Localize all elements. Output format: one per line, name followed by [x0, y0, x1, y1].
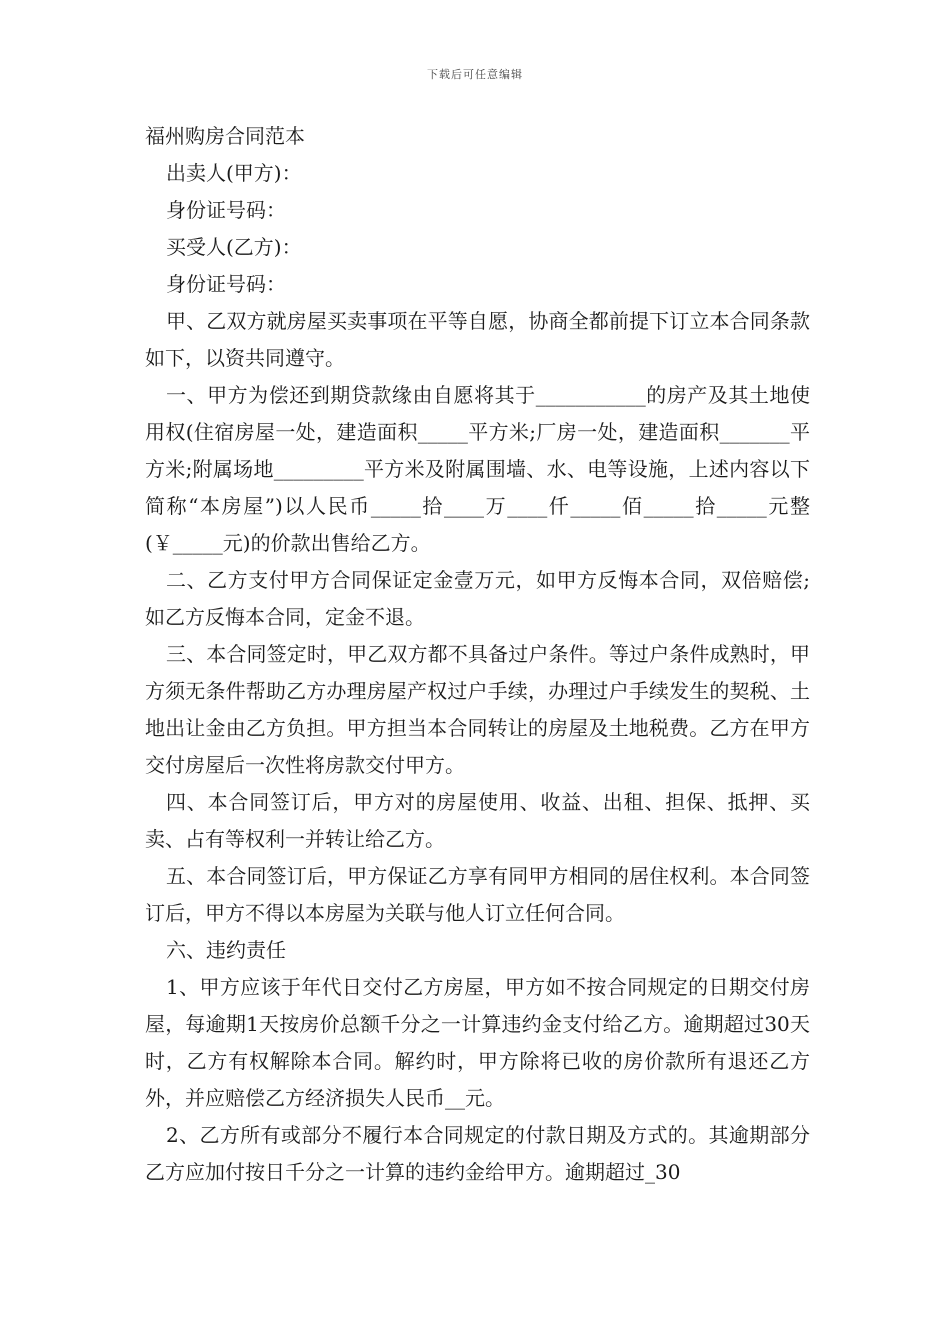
buyer-line: 买受人(乙方)： [166, 235, 302, 259]
clause-4-paragraph: 四、本合同签订后，甲方对的房屋使用、收益、出租、担保、抵押、买卖、占有等权利一并转让给乙方。 [145, 790, 810, 851]
clause-1-paragraph: 一、甲方为偿还到期贷款缘由自愿将其于___________的房产及其土地使用权(住宿房屋一处，建造面积_____平方米;厂房一处，建造面积_______平方米;附属场地_________平方米及附属围墙、水、电等设施，上述内容以下简称“本房屋”)以人民币_____拾____万____仟_____佰_____拾_____元整(￥_____元)的价款出售给乙方。 [145, 383, 810, 555]
document-title: 福州购房合同范本 [145, 124, 305, 148]
clause-2-paragraph: 二、乙方支付甲方合同保证定金壹万元，如甲方反悔本合同，双倍赔偿;如乙方反悔本合同，定金不退。 [145, 568, 810, 629]
seller-id-line: 身份证号码： [166, 198, 286, 222]
clause-6-heading: 六、违约责任 [166, 938, 286, 962]
page-header-note: 下载后可任意编辑 [427, 68, 523, 81]
buyer-id-line: 身份证号码： [166, 272, 286, 296]
document-body [145, 118, 810, 1191]
seller-line: 出卖人(甲方)： [166, 161, 302, 185]
preamble-paragraph: 甲、乙双方就房屋买卖事项在平等自愿，协商全都前提下订立本合同条款如下，以资共同遵守。 [145, 309, 810, 370]
clause-3-paragraph: 三、本合同签定时，甲乙双方都不具备过户条件。等过户条件成熟时，甲方须无条件帮助乙方办理房屋产权过户手续，办理过户手续发生的契税、土地出让金由乙方负担。甲方担当本合同转让的房屋及土地税费。乙方在甲方交付房屋后一次性将房款交付甲方。 [145, 642, 810, 777]
clause-6-item-1: 1、甲方应该于年代日交付乙方房屋，甲方如不按合同规定的日期交付房屋，每逾期1天按房价总额千分之一计算违约金支付给乙方。逾期超过30天时，乙方有权解除本合同。解约时，甲方除将已收的房价款所有退还乙方外，并应赔偿乙方经济损失人民币__元。 [145, 975, 810, 1110]
clause-5-paragraph: 五、本合同签订后，甲方保证乙方享有同甲方相同的居住权利。本合同签订后，甲方不得以本房屋为关联与他人订立任何合同。 [145, 864, 810, 925]
clause-6-item-2: 2、乙方所有或部分不履行本合同规定的付款日期及方式的。其逾期部分乙方应加付按日千分之一计算的违约金给甲方。逾期超过_30 [145, 1123, 810, 1184]
